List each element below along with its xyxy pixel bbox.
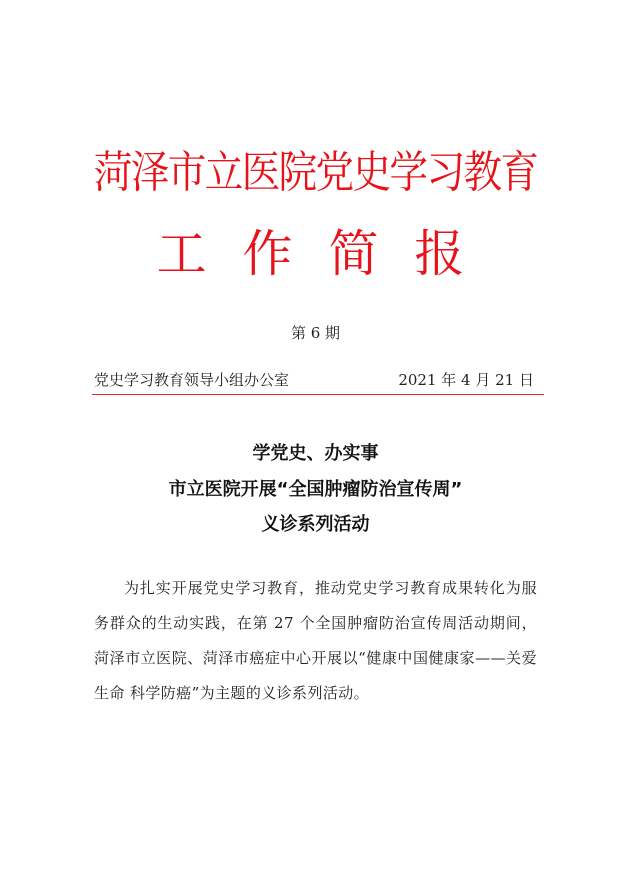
masthead-title: 菏泽市立医院党史学习教育 [93,147,538,198]
issuing-office: 党史学习教育领导小组办公室 [94,371,290,389]
article-paragraph: 为扎实开展党史学习教育，推动党史学习教育成果转化为服务群众的生动实践，在第 27 个全国肿瘤防治宣传周活动期间，菏泽市立医院、菏泽市癌症中心开展以“健康中国健康家——关爱生命 科学防癌”为主题的义诊系列活动。 [94,579,537,702]
headline-line-3: 义诊系列活动 [261,514,370,535]
red-divider-rule [92,394,544,395]
meta-row [94,369,534,391]
headline-line-2: 市立医院开展“全国肿瘤防治宣传周” [168,479,463,500]
issue-number: 第 6 期 [290,324,341,342]
headline-line-1: 学党史、办实事 [252,443,379,464]
masthead-subtitle: 工 作 简 报 [156,225,475,283]
issue-date: 2021 年 4 月 21 日 [398,371,534,389]
